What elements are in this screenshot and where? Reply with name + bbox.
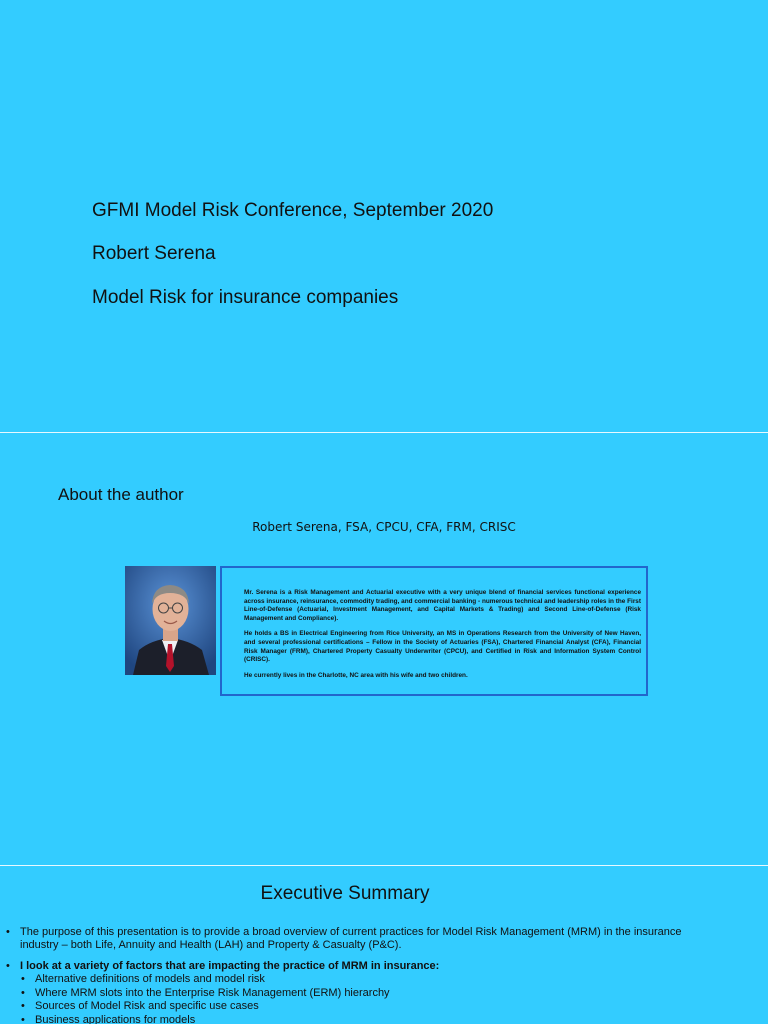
author-bio-box <box>220 566 648 696</box>
sub-bullet-text: Business applications for models <box>35 1013 196 1024</box>
author-photo <box>125 566 216 675</box>
summary-bullet-list <box>0 926 700 1024</box>
bullet-icon: • <box>21 1013 25 1024</box>
bullet-icon: • <box>21 986 25 999</box>
sub-list-item <box>0 1014 700 1024</box>
title-slide <box>0 0 768 432</box>
bio-paragraph: Mr. Serena is a Risk Management and Actuarial executive with a very unique blend of financial services functional experience across insurance, reinsurance, commodity trading, and commercial banking - numerous technical and leadership roles in the First Line-of-Defense (Actuarial, Investment Management, and Capital Markets & Trading) and Second Line-of-Defense (Risk Management and Compliance). <box>244 589 641 622</box>
bullet-icon: • <box>21 973 25 985</box>
bio-paragraph: He currently lives in the Charlotte, NC area with his wife and two children. <box>244 671 468 679</box>
bio-paragraph: He holds a BS in Electrical Engineering from Rice University, an MS in Operations Research from the University of New Haven, and several professional certifications – Fellow in the Society of Actuaries (FSA), Chartered Financial Analyst (CFA), Financial Risk Manager (FRM), Chartered Property Casualty Underwriter (CPCU), and Certified in Risk and Information System Control (CRISC). <box>244 630 641 664</box>
bullet-icon: • <box>6 960 10 972</box>
list-item <box>0 926 700 952</box>
executive-summary-title: Executive Summary <box>260 883 430 904</box>
sub-list-item <box>0 973 700 987</box>
sub-bullet-text: Sources of Model Risk and specific use cases <box>35 1000 259 1012</box>
portrait-image <box>125 566 216 675</box>
about-title: About the author <box>58 485 184 504</box>
sub-bullet-text: Alternative definitions of models and model risk <box>35 973 265 985</box>
conference-title: GFMI Model Risk Conference, September 2020 <box>92 200 494 221</box>
presentation-topic: Model Risk for insurance companies <box>92 287 399 308</box>
sub-list-item <box>0 1000 700 1014</box>
about-author-slide <box>0 433 768 865</box>
author-credentials: Robert Serena, FSA, CPCU, CFA, FRM, CRISC <box>252 520 516 534</box>
list-item <box>0 960 700 973</box>
bullet-text: The purpose of this presentation is to provide a broad overview of current practices for Model Risk Management (MRM) in the insurance industry – both Life, Annuity and Health (LAH) and Property & Casualty (P&C). <box>20 926 682 951</box>
executive-summary-slide <box>0 866 768 1024</box>
sub-bullet-text: Where MRM slots into the Enterprise Risk Management (ERM) hierarchy <box>35 986 390 999</box>
bullet-icon: • <box>6 926 10 938</box>
presenter-name: Robert Serena <box>92 243 216 264</box>
bullet-text: I look at a variety of factors that are impacting the practice of MRM in insurance: <box>20 960 440 972</box>
sub-list-item <box>0 987 700 1001</box>
bullet-icon: • <box>21 1000 25 1012</box>
